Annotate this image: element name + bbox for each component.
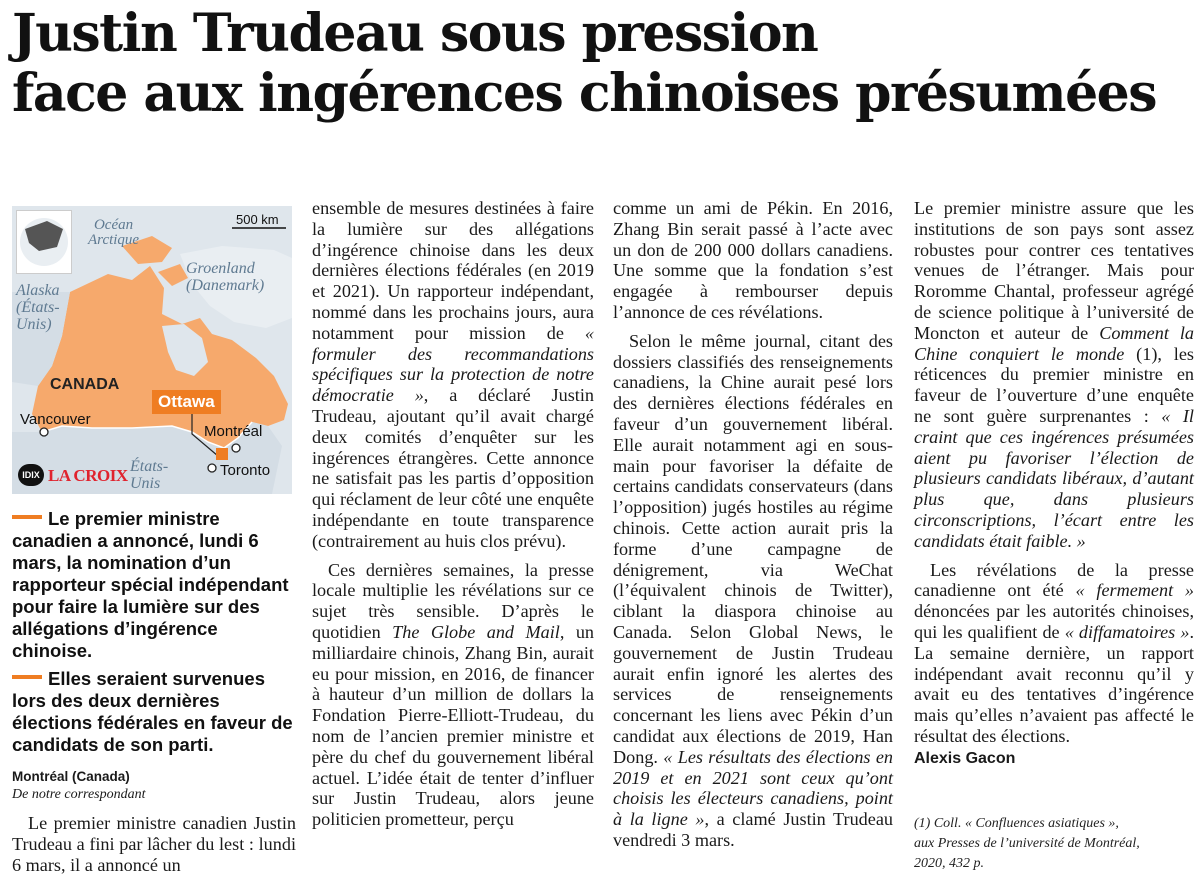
- paragraph: Les révélations de la presse canadienne ont été « fermement » dénoncées par les autorités chinoises, qui les qualifient de « diffamatoires ». La semaine dernière, un rapport indépendant avait reconnu qu’il y avait eu des tentatives d’ingérence mais qu’elles n’avaient pas affecté le résultat des élections.: [914, 559, 1195, 746]
- label-ocean-arctique: Océan Arctique: [88, 217, 140, 248]
- dateline-correspondent: De notre correspondant: [12, 787, 146, 802]
- dateline-place: Montréal (Canada): [12, 769, 130, 784]
- idix-logo: IDIX: [18, 464, 44, 486]
- headline-line-1: Justin Trudeau sous pression: [12, 3, 818, 64]
- label-etats-unis: États- Unis: [130, 458, 169, 492]
- toronto-dot: [208, 464, 216, 472]
- article-column-3: [613, 198, 893, 851]
- summary-point-1: Le premier ministre canadien a annoncé, lundi 6 mars, la nomination d’un rapporteur spécial indépendant pour faire la lumière sur des allégations d’ingérence chinoise.: [12, 508, 289, 661]
- map-scale: 500 km: [236, 212, 279, 227]
- paragraph: ensemble de mesures destinées à faire la lumière sur des allégations d’ingérence chinoise dans les deux dernières élections fédérales (en 2019 et 2021). Un rapporteur indépendant, nommé dans les prochains jours, aura notamment pour mission de « formuler des recommandations spécifiques sur la protection de notre démocratie », a déclaré Justin Trudeau, ajoutant qu’il avait chargé deux comités d’enquêter sur les ingérences étrangères. Cette annonce ne satisfait pas les partis d’opposition qui réclament de leur côté une enquête indépendante en toute transparence (contrairement au huis clos prévu).: [312, 198, 594, 551]
- paragraph: Le premier ministre canadien Justin Trudeau a fini par lâcher du lest : lundi 6 mars, il a annoncé un: [12, 813, 296, 875]
- ottawa-marker: [216, 448, 228, 460]
- summary: [12, 508, 298, 756]
- label-toronto: Toronto: [220, 462, 271, 479]
- article-column-4: [914, 198, 1194, 770]
- canada-map: [12, 206, 292, 494]
- summary-point-2: Elles seraient survenues lors des deux dernières élections fédérales en faveur de candidats de son parti.: [12, 668, 293, 755]
- footnote: (1) Coll. « Confluences asiatiques », aux Presses de l’université de Montréal, 2020, 432 p.: [914, 816, 1140, 871]
- paragraph: Selon le même journal, citant des dossiers classifiés des renseignements canadiens, la Chine aurait pesé lors des dernières élections fédérales en faveur d’un gouvernement libéral. Elle aurait notamment agi en sous-main pour favoriser la défaite de certains candidats conservateurs (dans l’opposition) jugés hostiles au régime chinois. Cette action aurait pris la forme d’une campagne de dénigrement, via WeChat (l’équivalent chinois de Twitter), ciblant la diaspora chinoise au Canada. Selon Global News, le gouvernement de Justin Trudeau aurait enfin ignoré les alertes des services de renseignements concernant les liens avec Pékin d’un candidat aux élections de 2019, Han Dong. « Les résultats des élections en 2019 et en 2021 sont ceux qu’ont choisis les électeurs canadiens, point à la ligne », a clamé Justin Trudeau vendredi 3 mars.: [613, 330, 893, 850]
- vancouver-dot: [40, 428, 48, 436]
- paragraph: comme un ami de Pékin. En 2016, Zhang Bin serait passé à l’acte avec un don de 200 000 dollars canadiens. Une somme que la fondation s’est engagée à rembourser depuis l’annonce de ces révélations.: [613, 198, 893, 322]
- paragraph: Le premier ministre assure que les institutions de son pays sont assez robustes pour contrer ces tentatives venues de l’étranger. Mais pour Roromme Chantal, professeur agrégé de science politique à l’université de Moncton et auteur de Comment la Chine conquiert le monde (1), les réticences du premier ministre en faveur de l’ouverture d’une enquête ne sont guère surprenantes : « Il craint que ces ingérences présumées aient pu favoriser l’élection de plusieurs candidats libéraux, d’autant plus que, dans plusieurs circonscriptions, l’écart entre les candidats était faible. »: [914, 198, 1194, 551]
- headline: [12, 4, 1192, 124]
- orange-bar-icon: [12, 675, 42, 679]
- label-montreal: Montréal: [204, 423, 263, 440]
- label-ottawa: Ottawa: [152, 390, 221, 414]
- paragraph: Ces dernières semaines, la presse locale multiplie les révélations sur ce sujet très sensible. D’après le quotidien The Globe and Mail, un milliardaire chinois, Zhang Bin, aurait eu pour mission, en 2016, de financer à hauteur d’un million de dollars la Fondation Pierre-Elliott-Trudeau, du nom de l’ancien premier ministre et père du chef du gouvernement libéral actuel. L’idée était de tenter d’influer sur Justin Trudeau, alors jeune politicien prometteur, perçu: [312, 559, 594, 830]
- montreal-dot: [232, 444, 240, 452]
- dateline: [12, 768, 298, 804]
- world-locator-inset: [16, 210, 72, 274]
- author-signature: Alexis Gacon: [914, 749, 1016, 767]
- headline-line-2: face aux ingérences chinoises présumées: [12, 63, 1157, 124]
- label-vancouver: Vancouver: [20, 411, 91, 428]
- orange-bar-icon: [12, 515, 42, 519]
- label-canada: CANADA: [50, 376, 120, 393]
- label-groenland: Groenland (Danemark): [186, 260, 265, 294]
- article-column-1: [12, 813, 296, 875]
- la-croix-logo: LA CROIX: [48, 466, 128, 485]
- label-alaska: Alaska (États- Unis): [16, 282, 60, 333]
- article-column-2: [312, 198, 594, 830]
